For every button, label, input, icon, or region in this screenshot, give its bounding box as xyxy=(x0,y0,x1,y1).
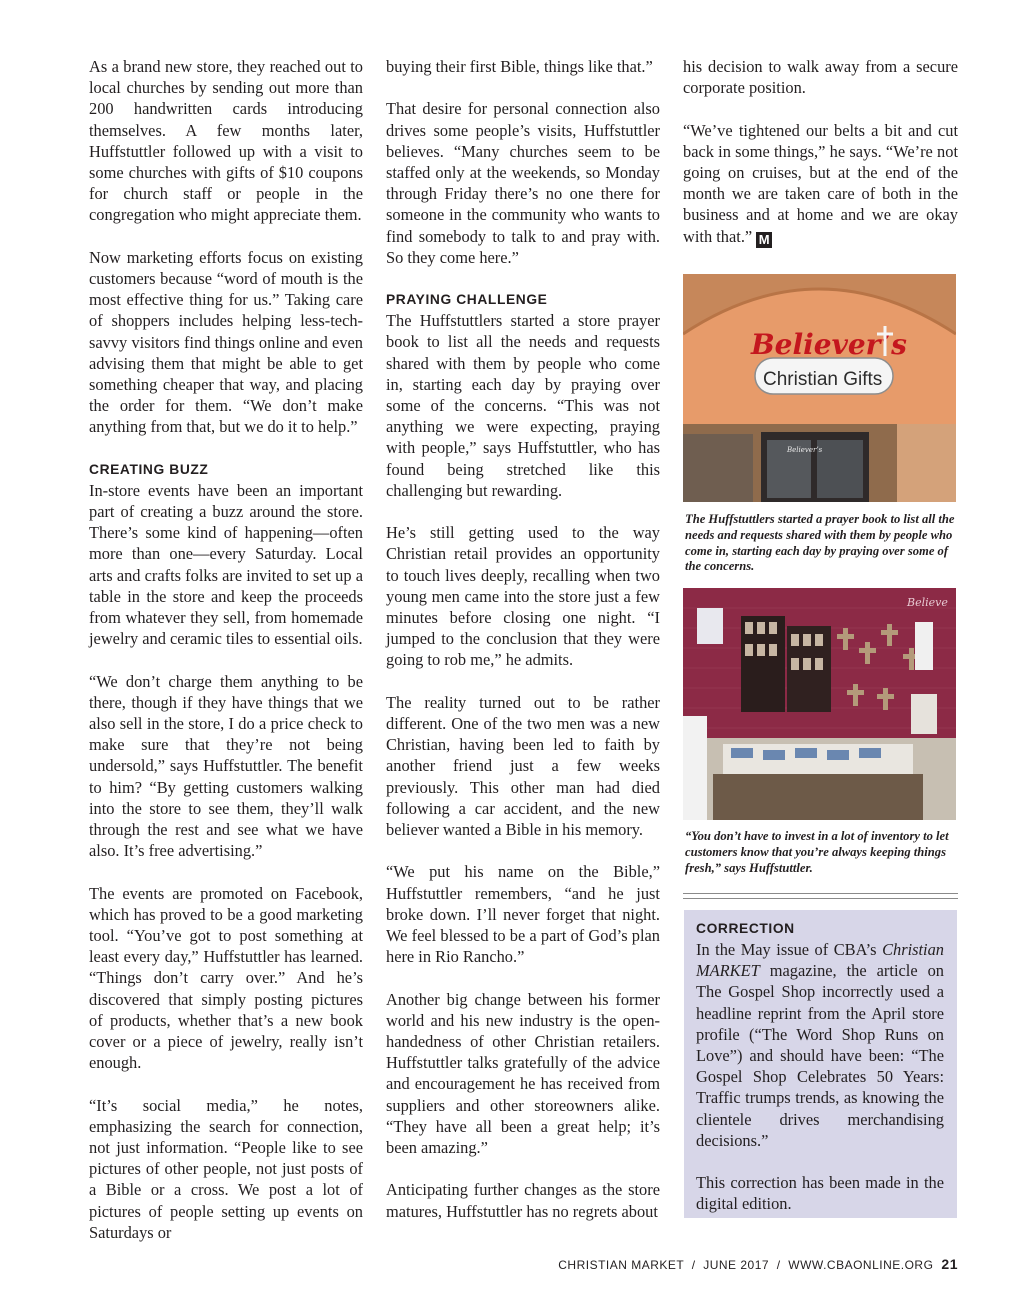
section-heading-praying-challenge: PRAYING CHALLENGE xyxy=(386,292,548,308)
paragraph: “We put his name on the Bible,” Huffstuttler remembers, “and he just broke down. I’ll never forget that night. We feel blessed to be a part of God’s plan here in Rio Rancho.” xyxy=(386,862,660,967)
paragraph: Now marketing efforts focus on existing customers because “word of mouth is the most effective thing for us.” Taking care of shoppers includes helping less-tech-savvy visitors find things online and even advising them that might be able to get something cheaper that way, and placing the order for them. “We don’t make anything from that, but we do it to help.” xyxy=(89,247,363,437)
divider-rule xyxy=(683,893,958,894)
page-footer xyxy=(558,1256,958,1272)
page-number: 21 xyxy=(941,1256,958,1272)
paragraph: He’s still getting used to the way Christian retail provides an opportunity to touch lives deeply, recalling when two young men came into the store just a few minutes before closing one night. “I jumped to the conclusion that they were going to rob me,” he admits. xyxy=(386,523,660,670)
paragraph: The reality turned out to be rather different. One of the two men was a new Christian, having been led to faith by another friend just a few weeks previously. This other man had died following a car accident, and the new believer wanted a Bible in his memory. xyxy=(386,692,660,840)
paragraph: Another big change between his former world and his new industry is the open-handedness of other Christian retailers. Huffstuttler talks gratefully of the advice and encouragement he has received from suppliers and other storeowners alike. “They have all been a great help; it’s been amazing.” xyxy=(386,989,660,1158)
paragraph: “It’s social media,” he notes, emphasizing the search for connection, not just information. “People like to see pictures of other people, not just posts of a Bible or a cross. We post a lot of pictures of people setting up events on Saturdays or xyxy=(89,1095,363,1242)
correction-box xyxy=(684,910,957,1218)
storefront-photo xyxy=(683,274,956,502)
article-column-3 xyxy=(683,56,958,269)
paragraph: Anticipating further changes as the store matures, Huffstuttler has no regrets about xyxy=(386,1180,660,1221)
paragraph: In-store events have been an important part of creating a buzz around the store. There’s some kind of happening—often more than one—every Saturday. Local arts and crafts folks are invited to set up a table in the store and keep the proceeds from whatever they sell, from homemade jewelry and ceramic tiles to essential oils. xyxy=(89,480,363,649)
correction-text: magazine, the article on The Gospel Shop incorrectly used a headline reprint from the April store profile (“The Word Shop Runs on Love”) and should have been: “The Gospel Shop Celebrates 50 Years: Traffic trumps trends, as knowing the clientele drives merchandising decisions.” xyxy=(696,961,944,1150)
paragraph: The events are promoted on Facebook, which has proved to be a good marketing tool. “You’ve got to post something at least every day,” Huffstuttler has learned. “Things don’t carry over.” And he’s discovered that simply posting pictures of products, whether that’s a new book cover or a piece of jewelry, really isn’t enough. xyxy=(89,883,363,1073)
storefront-illustration xyxy=(683,274,956,502)
correction-paragraph: This correction has been made in the digital edition. xyxy=(696,1173,944,1214)
store-interior-photo xyxy=(683,588,956,820)
wall-text: Believe xyxy=(907,596,948,609)
paragraph: his decision to walk away from a secure corporate position. xyxy=(683,57,958,98)
paragraph: buying their first Bible, things like that.” xyxy=(386,57,653,76)
paragraph: That desire for personal connection also drives some people’s visits, Huffstuttler believes. “Many churches seem to be staffed only at the weekends, so Monday through Friday there’s no one there for someone in the community who wants to find somebody to talk to and pray with. So they come here.” xyxy=(386,99,660,267)
paragraph-text: “We’ve tightened our belts a bit and cut back in some things,” he says. “We’re not going on cruises, but at the end of the month we are taken care of both in the business and at home and we are okay with that.” xyxy=(683,120,958,246)
door-text: Believer’s xyxy=(787,446,823,454)
footer-text: CHRISTIAN MARKET / JUNE 2017 / WWW.CBAONLINE.ORG xyxy=(558,1258,934,1272)
magazine-title: Christian MARKET xyxy=(696,940,944,981)
sign-script-text: Believer’s xyxy=(751,328,907,361)
correction-heading: CORRECTION xyxy=(696,921,795,936)
article-column-1 xyxy=(89,56,363,1264)
end-mark-icon: M xyxy=(756,232,772,248)
divider-rule xyxy=(683,898,958,899)
sign-text: Christian Gifts xyxy=(763,369,883,390)
store-interior-illustration xyxy=(683,588,956,820)
paragraph: “We don’t charge them anything to be there, though if they have things that we also sell in the store, I do a price check to make sure that they’re not being undersold,” says Huffstuttler. The benefit to him? “By getting customers walking into the store to see them, they’ll walk through the rest and see what we have also. It’s free advertising.” xyxy=(89,671,363,861)
photo-caption: “You don’t have to invest in a lot of inventory to let customers know that you’re always keeping things fresh,” says Huffstuttler. xyxy=(685,829,949,875)
paragraph: As a brand new store, they reached out to local churches by sending out more than 200 handwritten cards introducing themselves. A few months later, Huffstuttler followed up with a visit to some churches with gifts of $10 coupons for church staff or people in the congregation who might appreciate them. xyxy=(89,57,363,225)
article-column-2 xyxy=(386,56,660,1243)
photo-caption: The Huffstuttlers started a prayer book to list all the needs and requests shared with them by people who come in, starting each day by praying over some of the concerns. xyxy=(685,512,955,574)
section-heading-creating-buzz: CREATING BUZZ xyxy=(89,461,209,477)
paragraph xyxy=(683,120,958,248)
paragraph: The Huffstuttlers started a store prayer book to list all the needs and requests shared with them by people who come in, starting each day by praying over some of the concerns. “This was not anything we were expecting, praying with people,” says Huffstuttler, who has found being stretched like this challenging but rewarding. xyxy=(386,311,660,500)
correction-paragraph xyxy=(696,939,944,1151)
correction-text: In the May issue of CBA’s xyxy=(696,940,883,959)
